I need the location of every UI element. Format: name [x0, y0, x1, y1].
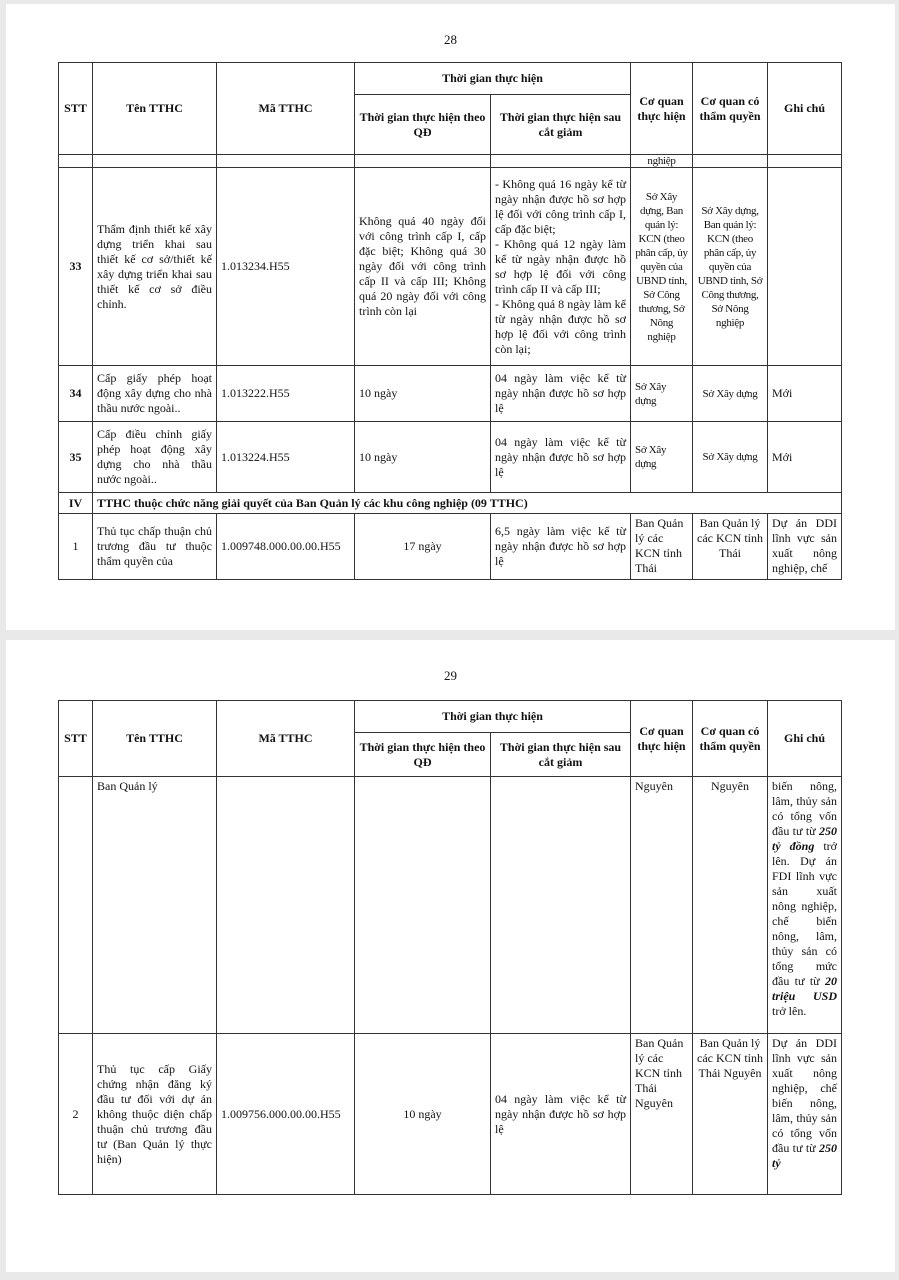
row-co-quan-tham-quyen: Ban Quản lý các KCN tỉnh Thái [693, 514, 768, 580]
header-ma: Mã TTHC [217, 701, 355, 777]
row-ma: 1.009756.000.00.00.H55 [217, 1034, 355, 1195]
header-theo-qd: Thời gian thực hiện theo QĐ [355, 95, 491, 155]
table-row [59, 168, 842, 366]
row-ten: Thẩm định thiết kế xây dựng triển khai sau thiết kế cơ sở/thiết kế xây dựng triển khai sau thiết kế cơ sở điều chỉnh. [93, 168, 217, 366]
row-co-quan-thuc-hien: Sở Xây dựng [631, 422, 693, 493]
page-number: 28 [444, 32, 457, 47]
row-ghi-chu: Dự án DDI lĩnh vực sản xuất nông nghiệp, chế [768, 514, 842, 580]
header-co-quan-tham-quyen: Cơ quan có thẩm quyền [693, 701, 768, 777]
row-co-quan-thuc-hien: Nguyên [631, 777, 693, 1034]
row-co-quan-tham-quyen: Sở Xây dựng [693, 366, 768, 422]
row-stt: 33 [59, 168, 93, 366]
row-co-quan-tham-quyen: Nguyên [693, 777, 768, 1034]
row-ghi-chu [768, 168, 842, 366]
row-theo-qd: 17 ngày [355, 514, 491, 580]
row-sau-cat-giam: 6,5 ngày làm việc kể từ ngày nhận được hồ sơ hợp lệ [491, 514, 631, 580]
header-co-quan-tham-quyen: Cơ quan có thẩm quyền [693, 63, 768, 155]
header-stt: STT [59, 701, 93, 777]
table-header-row [59, 63, 842, 95]
row-ten: Cấp điều chỉnh giấy phép hoạt động xây dựng cho nhà thầu nước ngoài.. [93, 422, 217, 493]
row-ten: Cấp giấy phép hoạt động xây dựng cho nhà thầu nước ngoài.. [93, 366, 217, 422]
header-ghi-chu: Ghi chú [768, 701, 842, 777]
row-theo-qd: 10 ngày [355, 422, 491, 493]
page-number: 29 [444, 668, 457, 683]
row-ten: Thủ tục cấp Giấy chứng nhận đăng ký đầu tư đối với dự án không thuộc diện chấp thuận chủ trương đầu tư (Ban Quản lý thực hiện) [93, 1034, 217, 1195]
row-ma: 1.013222.H55 [217, 366, 355, 422]
header-co-quan-thuc-hien: Cơ quan thực hiện [631, 63, 693, 155]
row-stt: 35 [59, 422, 93, 493]
row-ma: 1.013234.H55 [217, 168, 355, 366]
header-ma: Mã TTHC [217, 63, 355, 155]
row-ma: 1.013224.H55 [217, 422, 355, 493]
carry-over-text: nghiệp [631, 155, 693, 168]
row-sau-cat-giam: 04 ngày làm việc kể từ ngày nhận được hồ sơ hợp lệ [491, 366, 631, 422]
section-number: IV [59, 493, 93, 514]
section-title: TTHC thuộc chức năng giải quyết của Ban Quản lý các khu công nghiệp (09 TTHC) [93, 493, 842, 514]
row-stt: 34 [59, 366, 93, 422]
row-ten: Thủ tục chấp thuận chủ trương đầu tư thuộc thẩm quyền của [93, 514, 217, 580]
table-header-row [59, 701, 842, 733]
row-co-quan-thuc-hien: Ban Quản lý các KCN tỉnh Thái [631, 514, 693, 580]
table-row [59, 514, 842, 580]
row-co-quan-thuc-hien: Ban Quản lý các KCN tỉnh Thái Nguyên [631, 1034, 693, 1195]
carry-over-row [59, 155, 842, 168]
row-stt: 1 [59, 514, 93, 580]
section-row [59, 493, 842, 514]
header-co-quan-thuc-hien: Cơ quan thực hiện [631, 701, 693, 777]
row-sau-cat-giam: 04 ngày làm việc kể từ ngày nhận được hồ sơ hợp lệ [491, 422, 631, 493]
row-ghi-chu: Dự án DDI lĩnh vực sản xuất nông nghiệp, chế biến nông, lâm, thủy sản có tổng vốn đầu tư từ 250 tỷ [768, 1034, 842, 1195]
procedure-table [58, 62, 842, 580]
document-page-28 [6, 4, 895, 630]
table-row [59, 422, 842, 493]
row-co-quan-tham-quyen: Sở Xây dựng, Ban quản lý: KCN (theo phân cấp, ủy quyền của UBND tỉnh, Sở Công thương, Sở Nông nghiệp [693, 168, 768, 366]
header-ten: Tên TTHC [93, 63, 217, 155]
row-co-quan-thuc-hien: Sở Xây dựng [631, 366, 693, 422]
row-co-quan-tham-quyen: Sở Xây dựng [693, 422, 768, 493]
header-theo-qd: Thời gian thực hiện theo QĐ [355, 733, 491, 777]
table-row [59, 366, 842, 422]
table-row [59, 1034, 842, 1195]
header-thoi-gian: Thời gian thực hiện [355, 63, 631, 95]
row-ten: Ban Quản lý [93, 777, 217, 1034]
procedure-table [58, 700, 842, 1195]
row-stt: 2 [59, 1034, 93, 1195]
row-co-quan-tham-quyen: Ban Quản lý các KCN tỉnh Thái Nguyên [693, 1034, 768, 1195]
header-sau-cat-giam: Thời gian thực hiện sau cắt giảm [491, 733, 631, 777]
document-page-29 [6, 640, 895, 1272]
header-ten: Tên TTHC [93, 701, 217, 777]
row-ma: 1.009748.000.00.00.H55 [217, 514, 355, 580]
row-sau-cat-giam: 04 ngày làm việc kể từ ngày nhận được hồ sơ hợp lệ [491, 1034, 631, 1195]
table-row [59, 777, 842, 1034]
row-theo-qd: 10 ngày [355, 366, 491, 422]
row-ghi-chu: Mới [768, 422, 842, 493]
header-stt: STT [59, 63, 93, 155]
row-ghi-chu: biến nông, lâm, thủy sản có tổng vốn đầu tư từ 250 tỷ đồng trở lên. Dự án FDI lĩnh vực sản xuất nông nghiệp, chế biến nông, lâm, thủy sản có tổng mức đầu tư từ 20 triệu USD trở lên. [768, 777, 842, 1034]
header-thoi-gian: Thời gian thực hiện [355, 701, 631, 733]
row-sau-cat-giam: - Không quá 16 ngày kể từ ngày nhận được hồ sơ hợp lệ đối với công trình cấp I, cấp đặc biệt; - Không quá 12 ngày làm kể từ ngày nhận được hồ sơ hợp lệ đối với công trình cấp II và cấp III; - Không quá 8 ngày làm kể từ ngày nhận được hồ sơ hợp lệ đối với công trình còn lại; [491, 168, 631, 366]
row-ghi-chu: Mới [768, 366, 842, 422]
header-ghi-chu: Ghi chú [768, 63, 842, 155]
row-theo-qd: Không quá 40 ngày đối với công trình cấp I, cấp đặc biệt; Không quá 30 ngày đối với công trình cấp II và cấp III; Không quá 20 ngày đối với công trình còn lại [355, 168, 491, 366]
row-theo-qd: 10 ngày [355, 1034, 491, 1195]
header-sau-cat-giam: Thời gian thực hiện sau cắt giảm [491, 95, 631, 155]
row-co-quan-thuc-hien: Sở Xây dựng, Ban quản lý: KCN (theo phân cấp, ủy quyền của UBND tỉnh, Sở Công thương, Sở Nông nghiệp [631, 168, 693, 366]
